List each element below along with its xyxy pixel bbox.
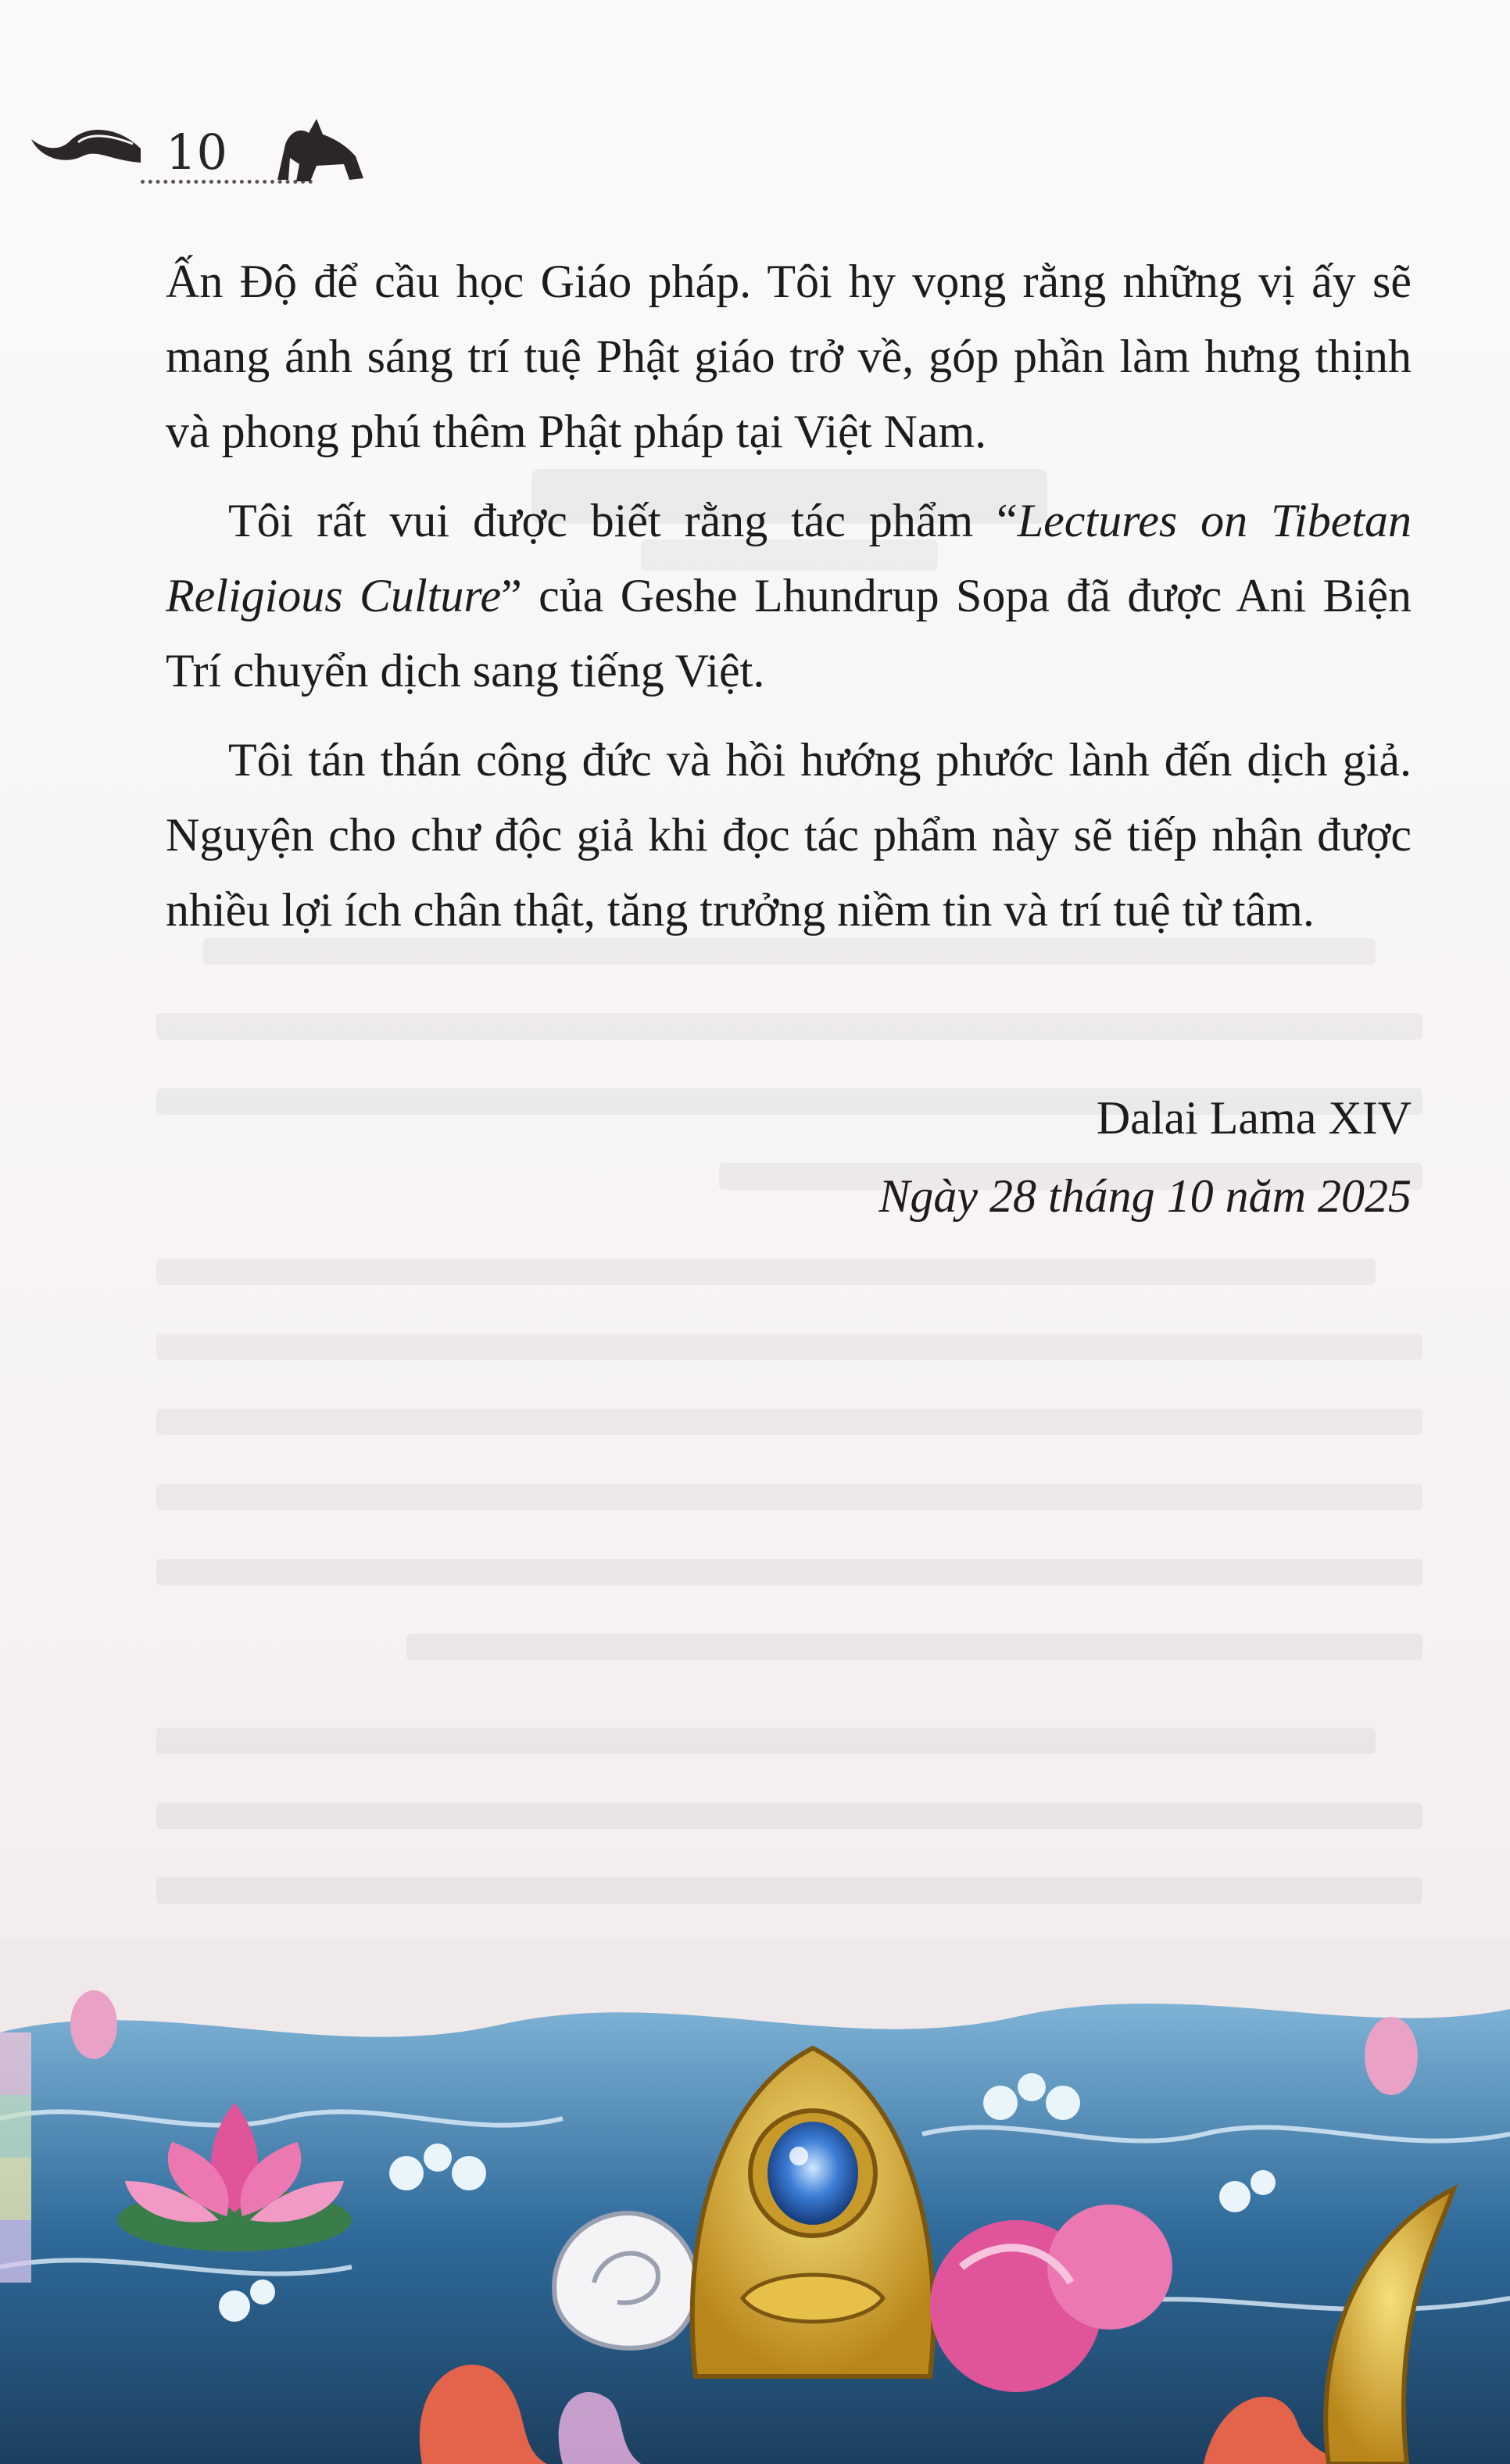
body-text (166, 244, 1412, 947)
paragraph-text: Tôi rất vui được biết rằng tác phẩm “ (228, 495, 1018, 546)
page-number: 10 (166, 124, 227, 181)
decorative-illustration (0, 1939, 1510, 2464)
animal-ornament-icon (262, 109, 371, 188)
paragraph (166, 244, 1412, 469)
signature-block (878, 1079, 1412, 1235)
paragraph-text: ” của Geshe Lhundrup Sopa đã được Ani Biện Trí chuyển dịch sang tiếng Việt. (166, 570, 1412, 697)
signature-date: Ngày 28 tháng 10 năm 2025 (878, 1170, 1412, 1222)
paragraph (166, 483, 1412, 708)
paragraph-text: Ấn Độ để cầu học Giáo pháp. Tôi hy vọng rằng những vị ấy sẽ mang ánh sáng trí tuệ Phật giáo trở về, góp phần làm hưng thịnh và phong phú thêm Phật pháp tại Việt Nam. (166, 256, 1412, 457)
signature-name: Dalai Lama XIV (1096, 1092, 1412, 1144)
book-title: Lectures on Tibetan Religious Culture (166, 495, 1412, 621)
dragon-tail-ornament-icon (23, 117, 148, 180)
paragraph-text: Tôi tán thán công đức và hồi hướng phước lành đến dịch giả. Nguyện cho chư độc giả khi đọc tác phẩm này sẽ tiếp nhận được nhiều lợi ích chân thật, tăng trưởng niềm tin và trí tuệ từ tâm. (166, 734, 1412, 936)
paragraph (166, 722, 1412, 947)
page-header (23, 109, 492, 195)
